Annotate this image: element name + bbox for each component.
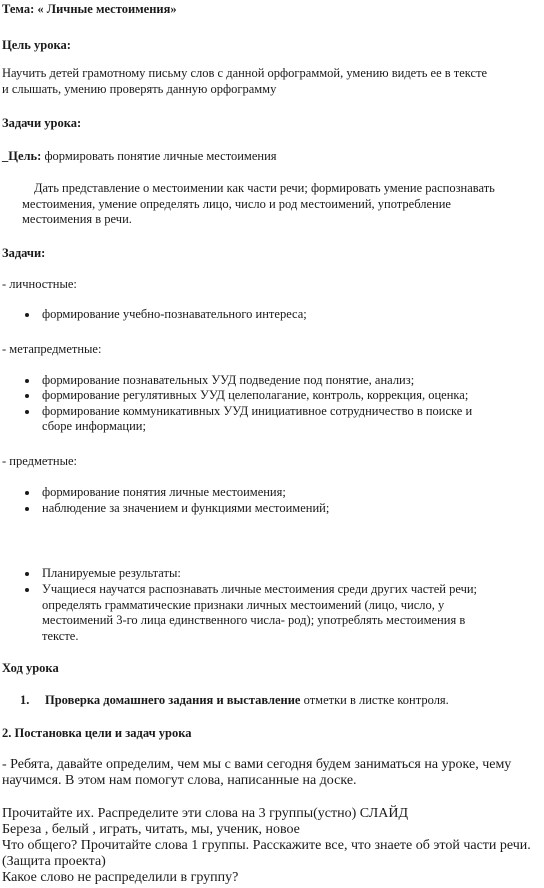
meta-label: - метапредметные: bbox=[2, 342, 102, 356]
course-heading: Ход урока bbox=[2, 661, 59, 675]
words-line: Береза , белый , играть, читать, мы, ученик, новое bbox=[2, 822, 300, 837]
common-line2: (Защита проекта) bbox=[2, 854, 106, 869]
step2-heading: 2. Постановка цели и задач урока bbox=[2, 726, 192, 740]
goal-text-line2: и слышать, умению проверять данную орфограмму bbox=[2, 82, 277, 96]
lesson-topic: Тема: « Личные местоимения» bbox=[2, 2, 177, 16]
aim-paragraph-line2: местоимения, умение определять лицо, число и род местоимений, употребление bbox=[22, 197, 451, 211]
subject-label: - предметные: bbox=[2, 454, 77, 468]
personal-label: - личностные: bbox=[2, 277, 77, 291]
step1-line bbox=[20, 693, 449, 708]
step1-number: 1. bbox=[20, 693, 30, 707]
list-item: Учащиеся научатся распознавать личные местоимения среди других частей речи; bbox=[42, 582, 478, 596]
goal-heading: Цель урока: bbox=[2, 38, 71, 52]
list-item: формирование коммуникативных УУД инициативное сотрудничество в поиске и bbox=[42, 404, 473, 418]
aim-paragraph-line1: Дать представление о местоимении как части речи; формировать умение распознавать bbox=[34, 181, 495, 195]
step1-bold-text: Проверка домашнего задания и выставление bbox=[45, 693, 301, 707]
last-line: Какое слово не распределили в группу? bbox=[2, 870, 239, 885]
aim-line bbox=[2, 149, 277, 164]
list-item: наблюдение за значением и функциями местоимений; bbox=[42, 501, 330, 515]
aim-paragraph-line3: местоимения в речи. bbox=[22, 212, 132, 226]
dialog-line2: научимся. В этом нам помогут слова, написанные на доске. bbox=[2, 773, 357, 788]
dialog-line1: - Ребята, давайте определим, чем мы с вами сегодня будем заниматься на уроке, чему bbox=[2, 757, 512, 772]
tasks-heading: Задачи урока: bbox=[2, 116, 82, 130]
read-line: Прочитайте их. Распределите эти слова на 3 группы(устно) СЛАЙД bbox=[2, 806, 408, 821]
planned-line2: определять грамматические признаки личных местоимений (лицо, число, у bbox=[42, 598, 445, 612]
step1-rest-text: отметки в листке контроля. bbox=[300, 693, 449, 707]
list-item-continuation: сборе информации; bbox=[42, 419, 146, 433]
aim-prefix: _Цель: bbox=[2, 149, 42, 163]
list-item: формирование учебно-познавательного интереса; bbox=[42, 307, 307, 321]
list-item: формирование понятия личные местоимения; bbox=[42, 485, 286, 499]
planned-line3: местоимений 3-го лица единственного числа- род); употреблять местоимения в bbox=[42, 613, 466, 627]
common-line1: Что общего? Прочитайте слова 1 группы. Расскажите все, что знаете об этой части речи. bbox=[2, 838, 531, 853]
planned-line4: тексте. bbox=[42, 629, 79, 643]
list-item: Планируемые результаты: bbox=[42, 566, 181, 580]
list-item: формирование регулятивных УУД целеполагание, контроль, коррекция, оценка; bbox=[42, 388, 469, 402]
list-item: формирование познавательных УУД подведение под понятие, анализ; bbox=[42, 373, 415, 387]
aim-text: формировать понятие личные местоимения bbox=[41, 149, 277, 163]
goal-text-line1: Научить детей грамотному письму слов с данной орфограммой, умению видеть ее в тексте bbox=[2, 66, 488, 80]
tasks2-heading: Задачи: bbox=[2, 246, 46, 260]
